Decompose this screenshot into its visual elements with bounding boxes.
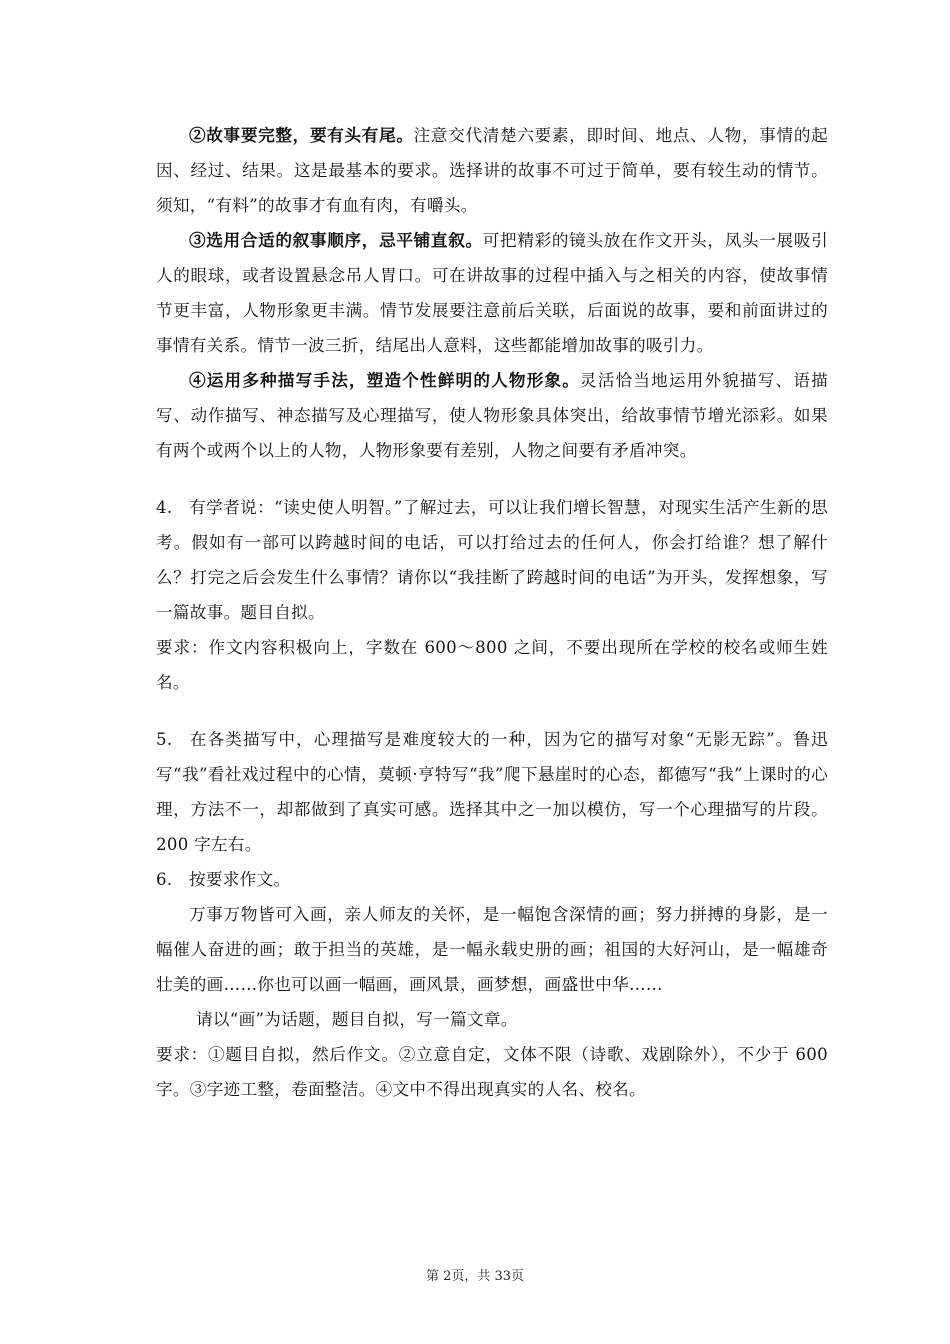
question-5-number: 5.	[156, 730, 173, 749]
question-6-text: 按要求作文。	[189, 870, 291, 889]
tip-2-heading: ②故事要完整，要有头有尾。	[189, 125, 414, 145]
question-4-number: 4.	[156, 498, 173, 517]
question-6-number: 6.	[156, 870, 173, 889]
tip-2-paragraph	[156, 118, 828, 223]
tip-4-paragraph	[156, 363, 828, 468]
question-5	[156, 722, 828, 862]
tip-3-body: 可把精彩的镜头放在作文开头，凤头一展吸引人的眼球，或者设置悬念吊人胃口。可在讲故事的过程中插入与之相关的内容，使故事情节更丰富，人物形象更丰满。情节发展要注意前后关联，后面说的故事，要和前面讲过的事情有关系。情节一波三折，结尾出人意料，这些都能增加故事的吸引力。	[156, 231, 829, 355]
question-5-text: 在各类描写中，心理描写是难度较大的一种，因为它的描写对象“无影无踪”。鲁迅写“我”看社戏过程中的心情，莫顿·亨特写“我”爬下悬崖时的心态，都德写“我”上课时的心理，方法不一，却都做到了真实可感。选择其中之一加以模仿，写一个心理描写的片段。200 字左右。	[156, 730, 828, 854]
question-6-requirement: 要求：①题目自拟，然后作文。②立意自定，文体不限（诗歌、戏剧除外），不少于 600 字。③字迹工整，卷面整洁。④文中不得出现真实的人名、校名。	[156, 1045, 828, 1099]
tip-3-heading: ③选用合适的叙事顺序，忌平铺直叙。	[189, 230, 483, 250]
spacer	[156, 700, 828, 722]
tip-4-heading: ④运用多种描写手法，塑造个性鲜明的人物形象。	[189, 370, 581, 390]
question-4-text: 有学者说：“读史使人明智。”了解过去，可以让我们增长智慧，对现实生活产生新的思考。假如有一部可以跨越时间的电话，可以打给过去的任何人，你会打给谁？想了解什么？打完之后会发生什么事情？请你以“我挂断了跨越时间的电话”为开头，发挥想象，写一篇故事。题目自拟。	[156, 498, 828, 622]
tip-4-body: 灵活恰当地运用外貌描写、语描写、动作描写、神态描写及心理描写，使人物形象具体突出，给故事情节增光添彩。如果有两个或两个以上的人物，人物形象要有差别，人物之间要有矛盾冲突。	[156, 371, 828, 460]
page-content	[156, 118, 828, 1107]
page-footer: 第 2页，共 33页	[425, 1269, 525, 1284]
question-4	[156, 490, 828, 630]
question-4-requirement: 要求：作文内容积极向上，字数在 600～800 之间，不要出现所在学校的校名或师生姓名。	[156, 638, 828, 692]
question-6-material: 万事万物皆可入画，亲人师友的关怀，是一幅饱含深情的画；努力拼搏的身影，是一幅催人奋进的画；敢于担当的英雄，是一幅永载史册的画；祖国的大好河山，是一幅雄奇壮美的画……你也可以画一幅画，画风景，画梦想，画盛世中华……	[156, 905, 828, 994]
spacer	[156, 468, 828, 490]
tip-3-paragraph	[156, 223, 828, 363]
question-6	[156, 862, 828, 897]
question-6-prompt: 请以“画”为话题，题目自拟，写一篇文章。	[196, 1010, 518, 1029]
tip-2-body: 注意交代清楚六要素，即时间、地点、人物，事情的起因、经过、结果。这是最基本的要求。选择讲的故事不可过于简单，要有较生动的情节。须知，“有料”的故事才有血有肉，有嚼头。	[156, 126, 828, 215]
